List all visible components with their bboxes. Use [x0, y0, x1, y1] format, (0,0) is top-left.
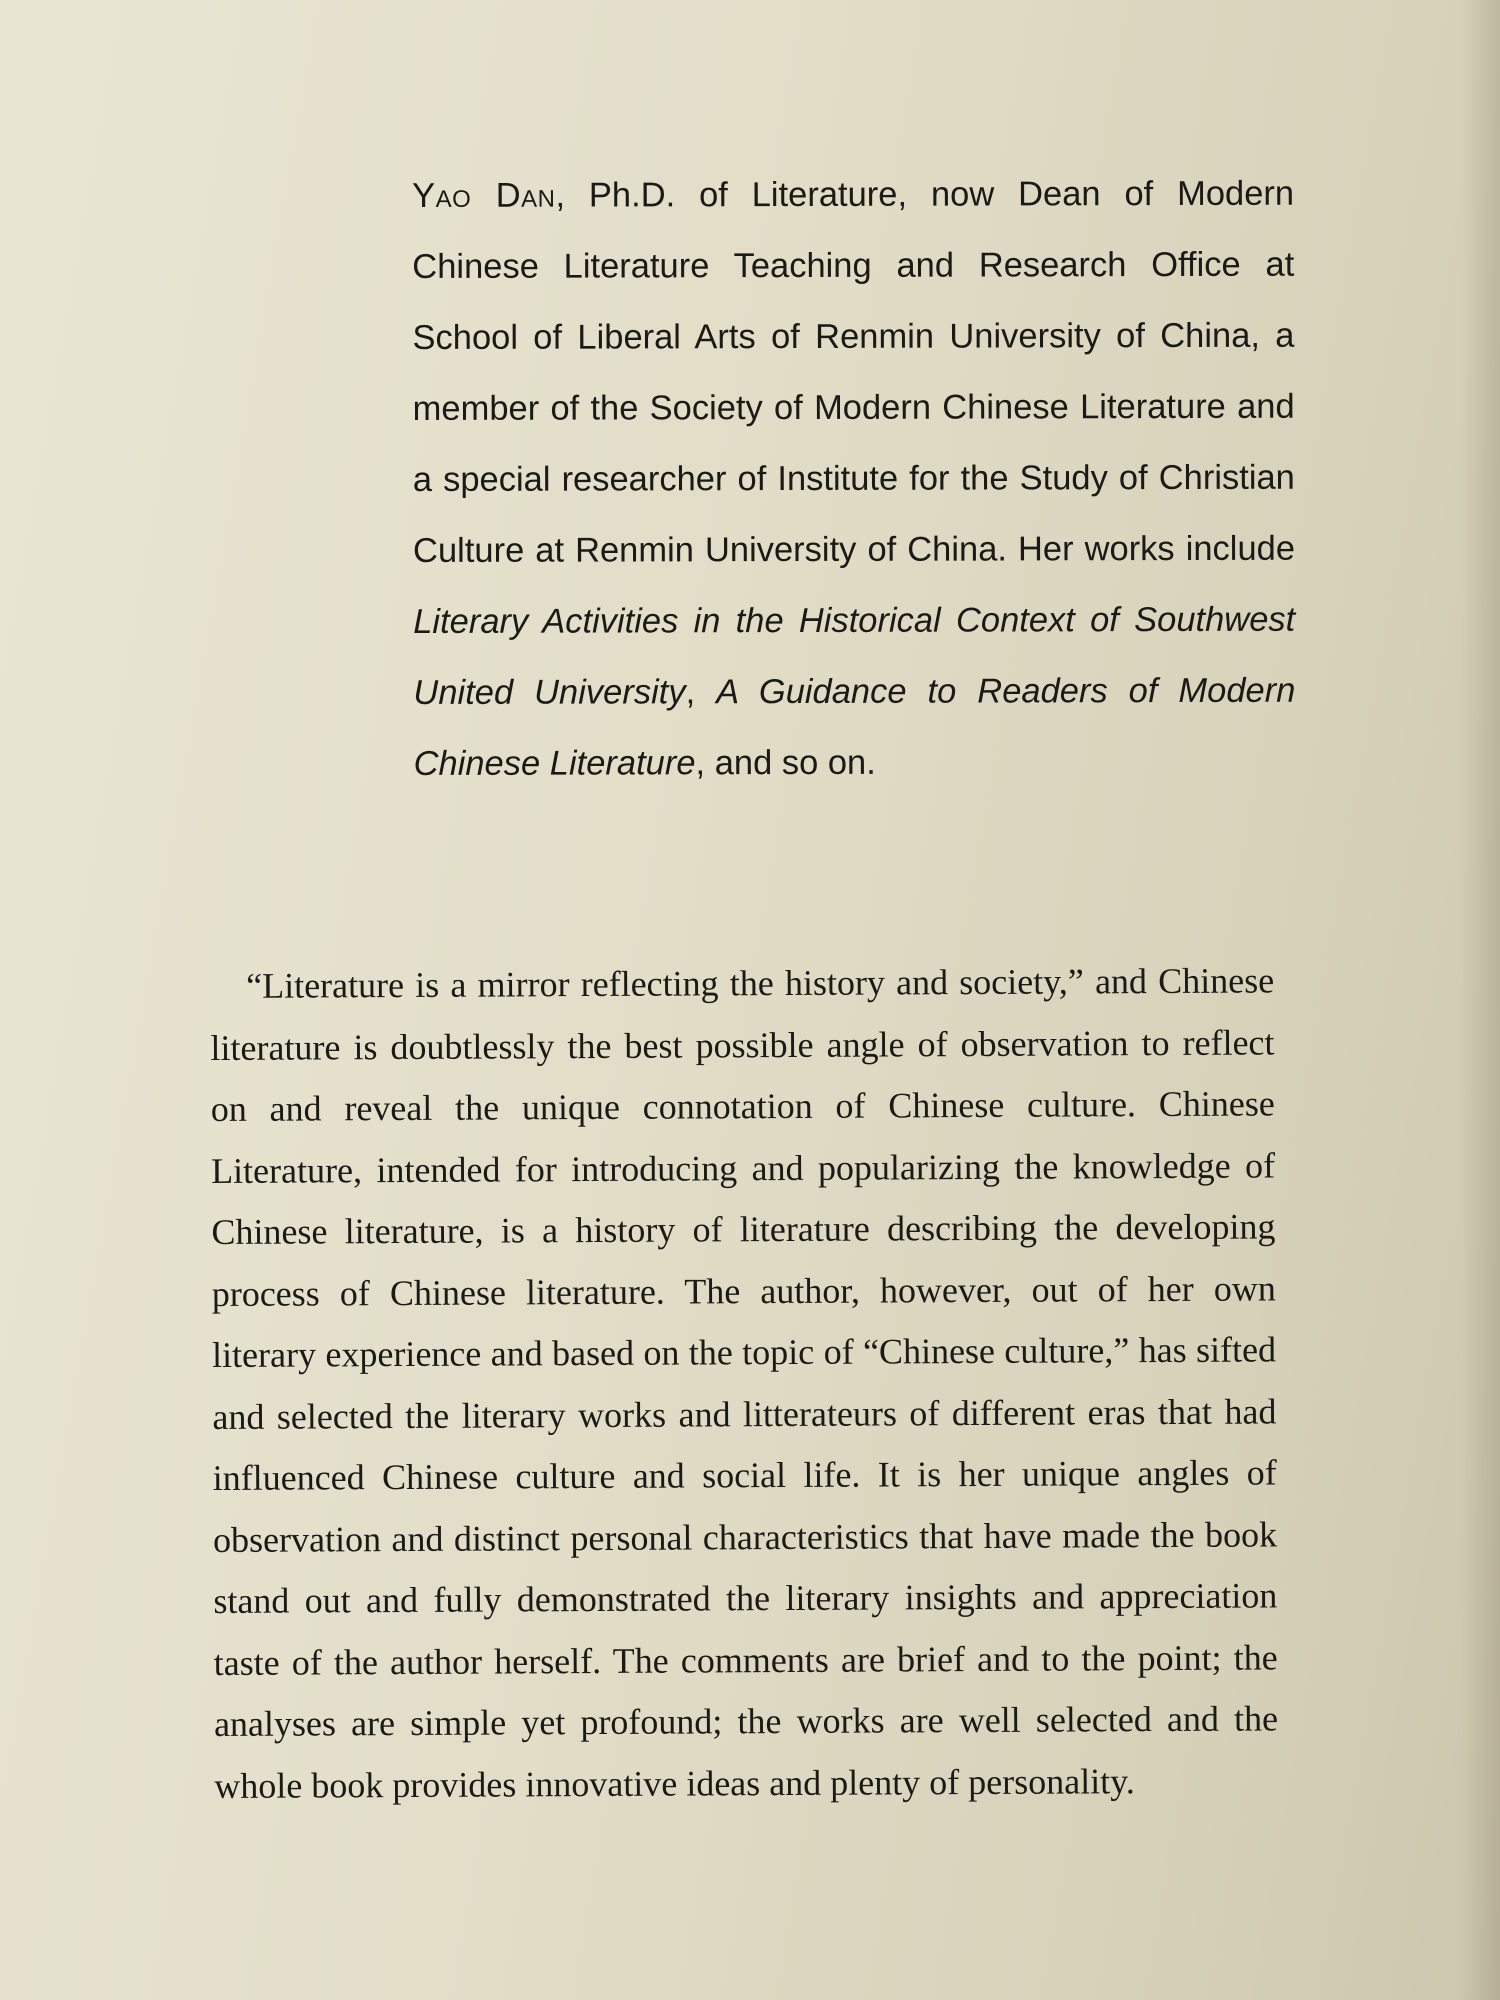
- author-name: Yao Dan: [412, 176, 556, 215]
- work-title-separator: ,: [685, 672, 717, 711]
- bio-text-end: , and so on.: [695, 743, 876, 782]
- page-edge-shadow: [1460, 0, 1500, 2000]
- work-title-1: Literary Activities in the Historical Context of Southwest United University: [413, 600, 1296, 712]
- author-bio: [412, 158, 1296, 799]
- work-title-2: A Guidance to Readers of Modern Chinese Literature: [413, 671, 1296, 783]
- bio-text-intro: , Ph.D. of Literature, now Dean of Modern Chinese Literature Teaching and Research Office at School of Liberal Arts of Renmin University of China, a member of the Society of Modern Chinese Literature and a special researcher of Institute for the Study of Christian Culture at Renmin University of China. Her works include: [412, 174, 1296, 570]
- book-description: “Literature is a mirror reflecting the history and society,” and Chinese literature is doubtlessly the best possible angle of observation to reflect on and reveal the unique connotation of Chinese culture. Chinese Literature, intended for introducing and popularizing the knowledge of Chinese literature, is a history of literature describing the developing process of Chinese literature. The author, however, out of her own literary experience and based on the topic of “Chinese culture,” has sifted and selected the literary works and litterateurs of different eras that had influenced Chinese culture and social life. It is her unique angles of observation and distinct personal characteristics that have made the book stand out and fully demonstrated the literary insights and appreciation taste of the author herself. The comments are brief and to the point; the analyses are simple yet profound; the works are well selected and the whole book provides innovative ideas and plenty of personality.: [210, 960, 1279, 1806]
